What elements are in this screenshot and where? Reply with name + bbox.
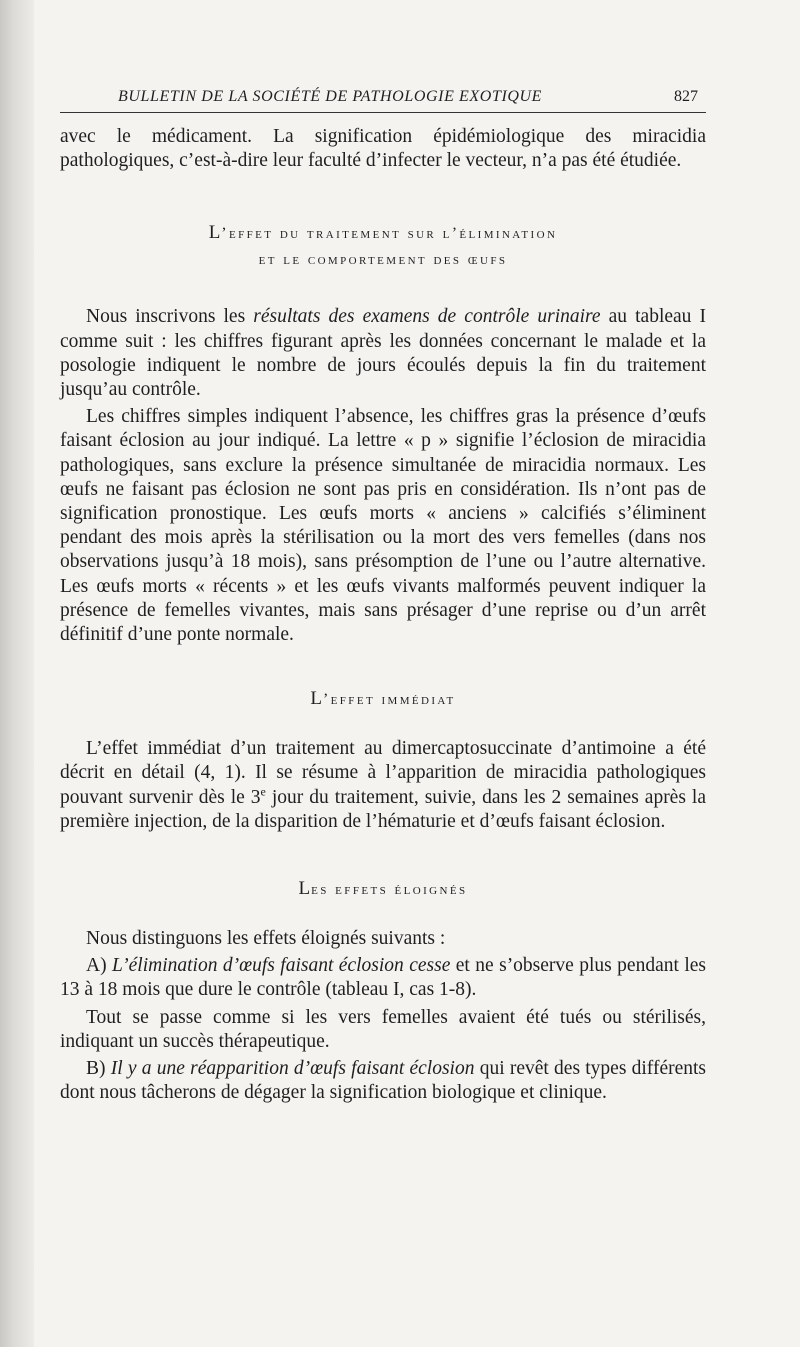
book-spine-shadow (0, 0, 34, 1347)
section-heading-line-1: L’effet du traitement sur l’élimination (208, 222, 558, 244)
paragraph-continued: avec le médicament. La signification épidémiologique des miracidia pathologiques, c’est-à-dire leur faculté d’infecter le vecteur, n’a pas été étudiée. (60, 126, 706, 172)
paragraph-figures: Les chiffres simples indiquent l’absence, les chiffres gras la présence d’œufs faisant éclosion au jour indiqué. La lettre « p » signifie l’éclosion de miracidia pathologiques, sans exclure la présence simultanée de miracidia normaux. Les œufs ne faisant pas éclosion ne sont pas pris en considération. Ils n’ont pas de signification pronostique. Les œufs morts « anciens » calcifiés s’éliminent pendant des mois après la stérilisation ou la mort des vers femelles (dans nos observations jusqu’à 18 mois), sans présomption de l’une ou l’autre alternative. Les œufs morts « récents » et les œufs vivants malformés peuvent indiquer la présence de femelles vivantes, mais sans présager d’une reprise ou d’un arrêt définitif d’une ponte normale. (60, 406, 706, 646)
section-heading-line-2: et le comportement des œufs (258, 251, 508, 269)
running-header (60, 88, 706, 112)
section-heading-immediate: L’effet immédiat (310, 688, 456, 710)
paragraph-immediate-effect: L’effet immédiat d’un traitement au dimercaptosuccinate d’antimoine a été décrit en détail (4, 1). Il se résume à l’apparition de miracidia pathologiques pouvant survenir dès le 3e jour du traitement, suivie, dans les 2 semaines après la première injection, de la disparition de l’hématurie et d’œufs faisant éclosion. (60, 738, 706, 832)
paragraph-results: Nous inscrivons les résultats des examens de contrôle urinaire au tableau I comme suit : les chiffres figurant après les données concernant le malade et la posologie indiquent le nombre de jours écoulés depuis la fin du traitement jusqu’au contrôle. (60, 306, 707, 401)
running-title: BULLETIN DE LA SOCIÉTÉ DE PATHOLOGIE EXOTIQUE (118, 88, 543, 105)
section-heading-distant: Les effets éloignés (298, 878, 468, 900)
paragraph-case-a-note: Tout se passe comme si les vers femelles avaient été tués ou stérilisés, indiquant un succès thérapeutique. (60, 1006, 706, 1052)
page-number: 827 (674, 88, 698, 105)
document-page (60, 88, 706, 1105)
paragraph-case-b: B) Il y a une réapparition d’œufs faisant éclosion qui revêt des types différents dont nous tâcherons de dégager la signification biologique et clinique. (60, 1058, 707, 1104)
header-rule (60, 112, 706, 113)
paragraph-case-a: A) L’élimination d’œufs faisant éclosion cesse et ne s’observe plus pendant les 13 à 18 mois que dure le contrôle (tableau I, cas 1-8). (60, 955, 706, 1001)
section-heading-elimination (60, 220, 706, 273)
paragraph-distant-intro: Nous distinguons les effets éloignés suivants : (86, 928, 446, 950)
